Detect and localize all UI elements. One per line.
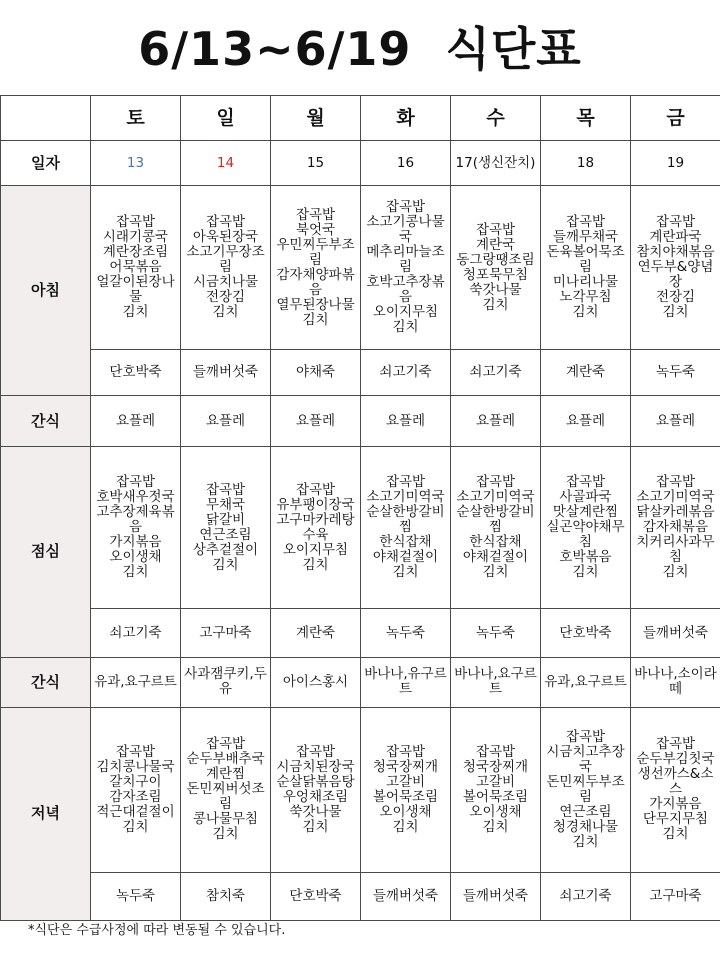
snack-cell: 요플레 (631, 396, 720, 446)
menu-item: 동그랑땡조림 (456, 251, 535, 268)
date-cell: 14 (181, 141, 271, 186)
menu-item: 김치콩나물국 (96, 758, 175, 775)
menu-item: 소고기미역국 (456, 489, 535, 506)
menu-item: 김치 (572, 304, 599, 321)
menu-item: 잡곡밥 (115, 474, 156, 491)
porridge-cell: 고구마죽 (631, 872, 720, 920)
menu-item: 치커리사과무침 (636, 534, 715, 566)
menu-item: 생선까스&소스 (637, 766, 714, 798)
menu-item: 김치 (482, 564, 509, 581)
menu-item: 돈민찌두부조림 (546, 773, 625, 805)
menu-cell (361, 186, 451, 350)
porridge-cell: 쇠고기죽 (361, 350, 451, 396)
date-row (1, 141, 720, 186)
menu-item: 김치 (572, 833, 599, 850)
menu-item: 시금치고추장국 (546, 743, 625, 775)
menu-item: 소고기콩나물국 (366, 214, 445, 246)
menu-item: 계란찜 (205, 766, 246, 783)
menu-item: 감자조림 (109, 788, 162, 805)
menu-cell (631, 446, 720, 609)
menu-item: 연근조림 (199, 526, 252, 543)
menu-item: 잡곡밥 (565, 474, 606, 491)
menu-item: 김치 (122, 818, 149, 835)
porridge-cell: 녹두죽 (451, 609, 541, 657)
menu-item: 전장김 (655, 289, 696, 306)
menu-cell (91, 446, 181, 609)
menu-item: 상추겉절이 (192, 541, 259, 558)
menu-item: 메추리마늘조림 (366, 244, 445, 276)
menu-item: 김치 (212, 304, 239, 321)
lunch-row (1, 446, 720, 609)
snack-cell: 아이스홍시 (271, 657, 361, 707)
menu-item: 고추장제육볶음 (96, 504, 175, 536)
menu-cell (181, 446, 271, 609)
menu-item: 잡곡밥 (295, 743, 336, 760)
day-header: 토 (91, 96, 181, 141)
menu-item: 김치 (392, 319, 419, 336)
menu-cell (631, 186, 720, 350)
porridge-cell: 녹두죽 (631, 350, 720, 396)
date-cell: 19 (631, 141, 720, 186)
menu-item: 잡곡밥 (295, 481, 336, 498)
menu-item: 닭갈비 (205, 511, 246, 528)
breakfast-label: 아침 (1, 186, 91, 396)
menu-item: 유부팽이장국 (276, 496, 355, 513)
menu-item: 감자채양파볶음 (276, 266, 355, 298)
menu-cell (451, 446, 541, 609)
porridge-cell: 들깨버섯죽 (181, 350, 271, 396)
menu-cell (271, 186, 361, 350)
menu-item: 소고기무장조림 (186, 244, 265, 276)
dinner-label: 저녁 (1, 707, 91, 920)
lunch-label: 점심 (1, 446, 91, 657)
menu-item: 시래기콩국 (102, 229, 169, 246)
porridge-cell: 고구마죽 (181, 609, 271, 657)
porridge-cell: 단호박죽 (91, 350, 181, 396)
porridge-cell: 참치죽 (181, 872, 271, 920)
menu-item: 잡곡밥 (205, 736, 246, 753)
menu-item: 김치 (662, 826, 689, 843)
menu-item: 갈치구이 (109, 773, 162, 790)
menu-item: 맛살계란찜 (552, 504, 619, 521)
porridge-cell: 쇠고기죽 (451, 350, 541, 396)
porridge-cell: 들깨버섯죽 (451, 872, 541, 920)
menu-item: 잡곡밥 (565, 214, 606, 231)
menu-item: 고구마카레탕수육 (276, 511, 355, 543)
menu-cell (631, 707, 720, 872)
menu-item: 김치 (122, 304, 149, 321)
menu-item: 잡곡밥 (655, 736, 696, 753)
menu-item: 호박고추장볶음 (366, 274, 445, 306)
menu-item: 오이지무침 (282, 541, 349, 558)
menu-item: 볼어묵조림 (462, 788, 529, 805)
lunch-porridge-row (1, 609, 720, 657)
menu-item: 야채겉절이 (462, 549, 529, 566)
menu-item: 잡곡밥 (655, 474, 696, 491)
menu-item: 야채겉절이 (372, 549, 439, 566)
menu-item: 고갈비 (385, 773, 426, 790)
menu-item: 들깨무채국 (552, 229, 619, 246)
porridge-cell: 계란죽 (541, 350, 631, 396)
menu-item: 김치 (662, 304, 689, 321)
porridge-cell: 녹두죽 (361, 609, 451, 657)
porridge-cell: 녹두죽 (91, 872, 181, 920)
dinner-row (1, 707, 720, 872)
snack-cell: 유과,요구르트 (91, 657, 181, 707)
day-header: 금 (631, 96, 720, 141)
menu-item: 감자채볶음 (642, 519, 709, 536)
date-cell: 17(생신잔치) (451, 141, 541, 186)
title-text: 식단표 (445, 22, 582, 76)
menu-cell (271, 446, 361, 609)
menu-item: 잡곡밥 (655, 214, 696, 231)
title-dates: 6/13~6/19 (138, 22, 412, 76)
menu-item: 잡곡밥 (475, 221, 516, 238)
menu-item: 청경채나물 (552, 818, 619, 835)
snack-cell: 유과,요구르트 (541, 657, 631, 707)
day-header: 화 (361, 96, 451, 141)
menu-item: 참치야채볶음 (636, 244, 715, 261)
menu-cell (541, 707, 631, 872)
snack1-label: 간식 (1, 396, 91, 446)
menu-item: 사골파국 (559, 489, 612, 506)
snack-cell: 요플레 (361, 396, 451, 446)
menu-item: 계란장조림 (102, 244, 169, 261)
menu-cell (451, 186, 541, 350)
menu-item: 김치 (482, 296, 509, 313)
snack2-row (1, 657, 720, 707)
date-cell: 15 (271, 141, 361, 186)
menu-item: 김치 (212, 556, 239, 573)
menu-item: 노각무침 (559, 289, 612, 306)
menu-item: 쑥갓나물 (289, 803, 342, 820)
menu-item: 잡곡밥 (115, 743, 156, 760)
menu-item: 김치 (482, 818, 509, 835)
menu-cell (541, 186, 631, 350)
day-header: 월 (271, 96, 361, 141)
menu-item: 잡곡밥 (475, 743, 516, 760)
snack-cell: 요플레 (541, 396, 631, 446)
menu-item: 소고기미역국 (366, 489, 445, 506)
snack-cell: 요플레 (271, 396, 361, 446)
snack2-label: 간식 (1, 657, 91, 707)
menu-item: 열무된장나물 (276, 296, 355, 313)
menu-item: 잡곡밥 (205, 214, 246, 231)
dinner-porridge-row (1, 872, 720, 920)
menu-item: 쑥갓나물 (469, 281, 522, 298)
breakfast-porridge-row (1, 350, 720, 396)
menu-item: 계란파국 (649, 229, 702, 246)
menu-cell (361, 707, 451, 872)
menu-item: 적근대겉절이 (96, 803, 175, 820)
day-header-row (1, 96, 720, 141)
menu-item: 우민찌두부조림 (276, 236, 355, 268)
snack-cell: 요플레 (181, 396, 271, 446)
menu-item: 실곤약야채무침 (546, 519, 625, 551)
menu-item: 순두부김칫국 (636, 751, 715, 768)
porridge-cell: 단호박죽 (541, 609, 631, 657)
menu-item: 오이생채 (379, 803, 432, 820)
menu-item: 무채국 (205, 496, 246, 513)
menu-item: 가지볶음 (649, 796, 702, 813)
menu-item: 시금치나물 (192, 274, 259, 291)
porridge-cell: 들깨버섯죽 (631, 609, 720, 657)
porridge-cell: 들깨버섯죽 (361, 872, 451, 920)
menu-cell (271, 707, 361, 872)
menu-item: 김치 (392, 564, 419, 581)
menu-item: 볼어묵조림 (372, 788, 439, 805)
menu-item: 잡곡밥 (475, 474, 516, 491)
menu-item: 잡곡밥 (565, 728, 606, 745)
menu-item: 잡곡밥 (385, 199, 426, 216)
menu-item: 소고기미역국 (636, 489, 715, 506)
snack-cell: 바나나,소이라떼 (631, 657, 720, 707)
menu-item: 잡곡밥 (115, 214, 156, 231)
menu-cell (451, 707, 541, 872)
menu-item: 우엉채조림 (282, 788, 349, 805)
menu-item: 가지볶음 (109, 534, 162, 551)
porridge-cell: 야채죽 (271, 350, 361, 396)
menu-item: 전장김 (205, 289, 246, 306)
menu-item: 콩나물무침 (192, 811, 259, 828)
menu-item: 연근조림 (559, 803, 612, 820)
date-cell: 16 (361, 141, 451, 186)
menu-item: 김치 (302, 556, 329, 573)
menu-cell (91, 707, 181, 872)
day-header: 일 (181, 96, 271, 141)
menu-item: 호박새우젓국 (96, 489, 175, 506)
menu-cell (91, 186, 181, 350)
menu-item: 북엇국 (295, 221, 336, 238)
menu-item: 닭살카레볶음 (636, 504, 715, 521)
porridge-cell: 단호박죽 (271, 872, 361, 920)
porridge-cell: 쇠고기죽 (91, 609, 181, 657)
menu-item: 잡곡밥 (385, 474, 426, 491)
snack-cell: 사과잼쿠키,두유 (181, 657, 271, 707)
menu-item: 김치 (122, 564, 149, 581)
menu-item: 청포묵무침 (462, 266, 529, 283)
menu-item: 오이생채 (109, 549, 162, 566)
menu-item: 미나리나물 (552, 274, 619, 291)
snack1-row (1, 396, 720, 446)
menu-item: 호박볶음 (559, 549, 612, 566)
menu-item: 순살한방갈비찜 (366, 504, 445, 536)
menu-item: 연두부&양념장 (637, 259, 714, 291)
date-cell: 18 (541, 141, 631, 186)
menu-item: 고갈비 (475, 773, 516, 790)
menu-item: 김치 (302, 311, 329, 328)
menu-item: 돈육볼어묵조림 (546, 244, 625, 276)
menu-item: 청국장찌개 (372, 758, 439, 775)
snack-cell: 요플레 (91, 396, 181, 446)
breakfast-row (1, 186, 720, 350)
day-header: 수 (451, 96, 541, 141)
menu-item: 순살한방갈비찜 (456, 504, 535, 536)
menu-item: 시금치된장국 (276, 758, 355, 775)
page-title (0, 10, 720, 88)
date-cell: 13 (91, 141, 181, 186)
footnote: *식단은 수급사정에 따라 변동될 수 있습니다. (28, 923, 286, 938)
menu-item: 김치 (212, 826, 239, 843)
porridge-cell: 쇠고기죽 (541, 872, 631, 920)
menu-cell (181, 186, 271, 350)
menu-item: 오이지무침 (372, 304, 439, 321)
day-header: 목 (541, 96, 631, 141)
snack-cell: 바나나,유구르트 (361, 657, 451, 707)
menu-cell (181, 707, 271, 872)
menu-item: 한식잡채 (379, 534, 432, 551)
menu-item: 오이생채 (469, 803, 522, 820)
menu-item: 순살닭볶음탕 (276, 773, 355, 790)
corner-cell (1, 96, 91, 141)
menu-item: 순두부배추국 (186, 751, 265, 768)
menu-item: 어묵볶음 (109, 259, 162, 276)
menu-item: 청국장찌개 (462, 758, 529, 775)
menu-item: 단무지무침 (642, 811, 709, 828)
menu-item: 잡곡밥 (295, 206, 336, 223)
date-row-label: 일자 (1, 141, 91, 186)
menu-item: 계란국 (475, 236, 516, 253)
menu-item: 한식잡채 (469, 534, 522, 551)
menu-item: 잡곡밥 (385, 743, 426, 760)
menu-item: 김치 (662, 564, 689, 581)
menu-item: 김치 (302, 818, 329, 835)
menu-item: 돈민찌버섯조림 (186, 781, 265, 813)
menu-item: 잡곡밥 (205, 481, 246, 498)
snack-cell: 바나나,요구르트 (451, 657, 541, 707)
menu-item: 얼갈이된장나물 (96, 274, 175, 306)
menu-item: 김치 (572, 564, 599, 581)
snack-cell: 요플레 (451, 396, 541, 446)
porridge-cell: 계란죽 (271, 609, 361, 657)
menu-item: 김치 (392, 818, 419, 835)
menu-cell (361, 446, 451, 609)
menu-cell (541, 446, 631, 609)
meal-plan-table (0, 95, 720, 921)
menu-item: 아욱된장국 (192, 229, 259, 246)
